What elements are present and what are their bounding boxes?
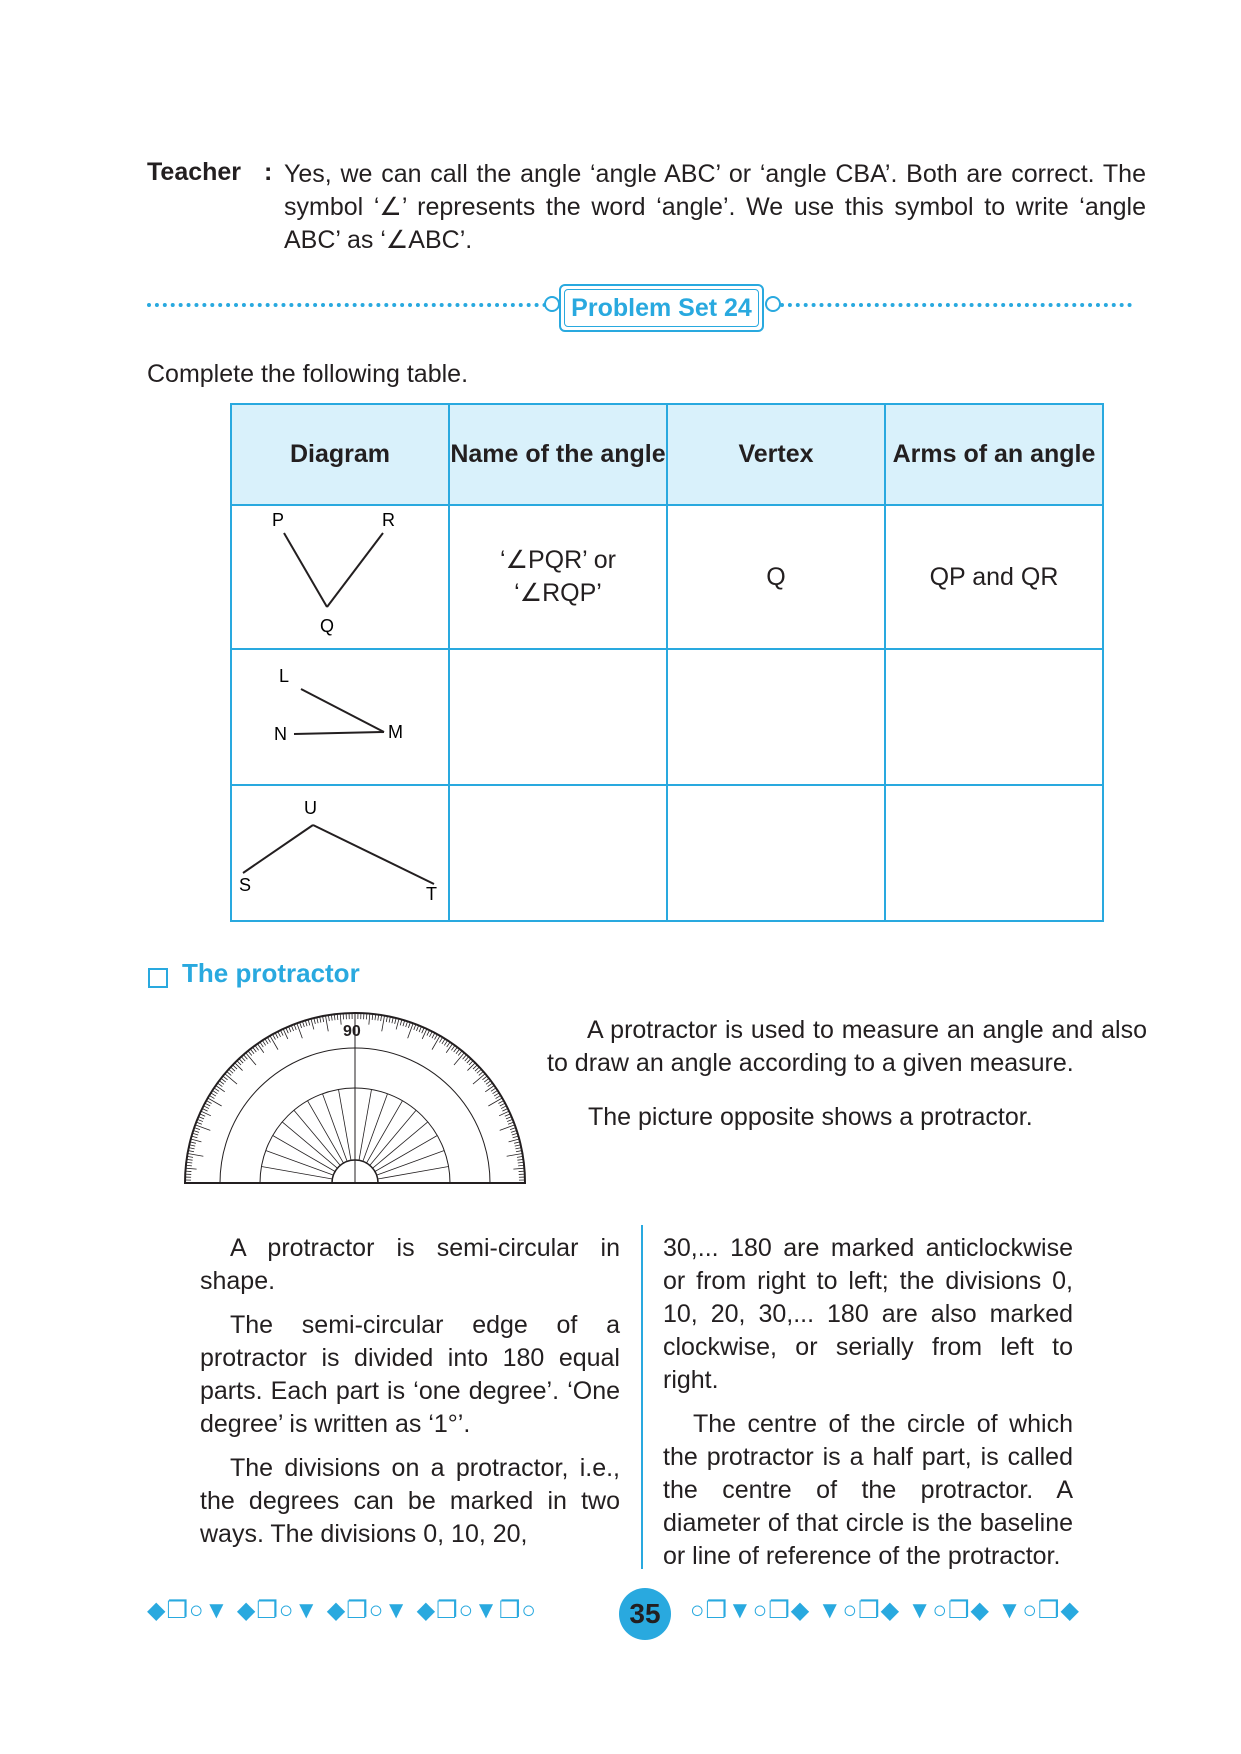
name-cell[interactable] bbox=[449, 785, 667, 921]
instruction-text: Complete the following table. bbox=[147, 360, 469, 388]
diagram-cell bbox=[231, 505, 449, 649]
section-title: The protractor bbox=[182, 958, 360, 988]
table-row bbox=[231, 505, 1103, 649]
angle-name-line: ‘∠PQR’ or bbox=[500, 546, 616, 574]
angle-name-line: ‘∠RQP’ bbox=[514, 579, 602, 607]
column-divider bbox=[641, 1225, 643, 1569]
left-column bbox=[200, 1232, 620, 1562]
point-label: P bbox=[272, 510, 285, 530]
intro-paragraph: A protractor is used to measure an angle and also to draw an angle according to a given measure. bbox=[547, 1016, 1147, 1077]
point-label: U bbox=[304, 798, 317, 818]
table-header-row bbox=[231, 404, 1103, 505]
divider-left bbox=[147, 303, 547, 307]
problem-set-title: Problem Set 24 bbox=[571, 293, 752, 322]
table-row bbox=[231, 785, 1103, 921]
footer-ornament-left: ◆❐○▼ ◆❐○▼ ◆❐○▼ ◆❐○▼❐○ bbox=[147, 1597, 537, 1624]
point-label: S bbox=[239, 875, 252, 895]
section-checkbox-icon bbox=[148, 968, 168, 988]
page-number: 35 bbox=[629, 1598, 661, 1629]
right-column bbox=[663, 1232, 1073, 1584]
header-name: Name of the angle bbox=[449, 404, 667, 505]
speaker-colon: : bbox=[264, 158, 273, 186]
teacher-dialogue: Yes, we can call the angle ‘angle ABC’ or ‘angle CBA’. Both are correct. The symbol ‘∠’ represents the word ‘angle’. We use this symbol to write ‘angle ABC’ as ‘∠ABC’. bbox=[284, 160, 1146, 254]
point-label: M bbox=[388, 722, 403, 742]
name-cell bbox=[449, 505, 667, 649]
arms-cell[interactable] bbox=[885, 785, 1103, 921]
arms-cell[interactable] bbox=[885, 649, 1103, 785]
protractor-image bbox=[180, 1006, 530, 1190]
footer-ornament-right: ○❐▼○❐◆ ▼○❐◆ ▼○❐◆ ▼○❐◆ bbox=[690, 1597, 1080, 1624]
angle-pqr-diagram bbox=[232, 506, 448, 648]
vertex-cell[interactable] bbox=[667, 785, 885, 921]
point-label: L bbox=[279, 666, 290, 686]
protractor-90-label: 90 bbox=[343, 1023, 361, 1040]
intro-paragraph-2: The picture opposite shows a protractor. bbox=[588, 1103, 1033, 1131]
ring-left bbox=[544, 296, 560, 312]
paragraph: A protractor is semi-circular in shape. bbox=[200, 1234, 620, 1295]
point-label: Q bbox=[320, 616, 335, 636]
angle-table bbox=[230, 403, 1104, 922]
point-label: T bbox=[426, 884, 437, 904]
angle-sut-diagram bbox=[232, 786, 448, 920]
ring-right bbox=[765, 296, 781, 312]
speaker-label: Teacher bbox=[147, 158, 242, 186]
header-vertex: Vertex bbox=[667, 404, 885, 505]
vertex-cell: Q bbox=[667, 505, 885, 649]
point-label: R bbox=[382, 510, 395, 530]
diagram-cell bbox=[231, 649, 449, 785]
diagram-cell bbox=[231, 785, 449, 921]
header-arms: Arms of an angle bbox=[885, 404, 1103, 505]
paragraph: The centre of the circle of which the protractor is a half part, is called the centre of the protractor. A diameter of that circle is the baseline or line of reference of the protractor. bbox=[663, 1410, 1073, 1570]
paragraph: 30,... 180 are marked anticlockwise or from right to left; the divisions 0, 10, 20, 30,... 180 are also marked clockwise, or serially from left to right. bbox=[663, 1234, 1073, 1394]
divider-right bbox=[780, 303, 1132, 307]
paragraph: The divisions on a protractor, i.e., the degrees can be marked in two ways. The divisions 0, 10, 20, bbox=[200, 1454, 620, 1548]
vertex-cell[interactable] bbox=[667, 649, 885, 785]
page-number-badge bbox=[619, 1588, 671, 1640]
angle-lmn-diagram bbox=[232, 650, 448, 784]
arms-cell: QP and QR bbox=[885, 505, 1103, 649]
table-row bbox=[231, 649, 1103, 785]
header-diagram: Diagram bbox=[231, 404, 449, 505]
point-label: N bbox=[274, 724, 287, 744]
name-cell[interactable] bbox=[449, 649, 667, 785]
problem-set-title-box bbox=[559, 284, 764, 332]
paragraph: The semi-circular edge of a protractor is divided into 180 equal parts. Each part is ‘one degree’. ‘One degree’ is written as ‘1°’. bbox=[200, 1311, 620, 1438]
